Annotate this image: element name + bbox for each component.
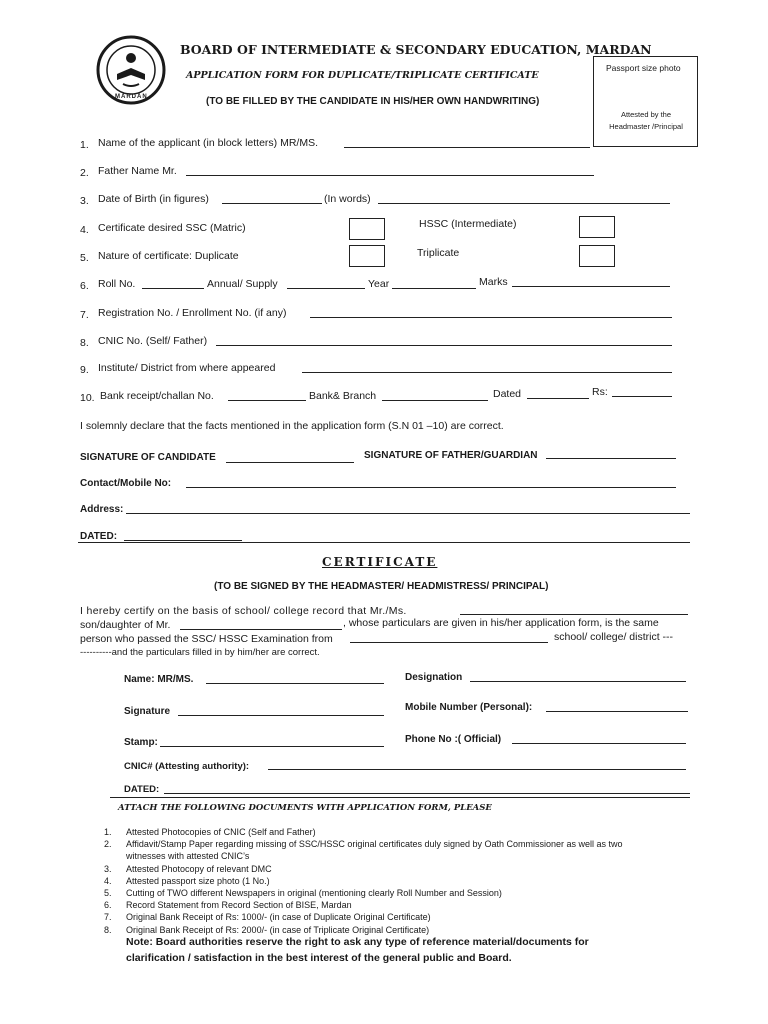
field-6-number: 6. [80, 280, 89, 292]
logo-caption: MARDAN [115, 94, 148, 100]
cert-student-name-input[interactable] [460, 614, 688, 615]
cert-designation-input[interactable] [470, 681, 686, 682]
roll-number-input[interactable] [142, 288, 204, 289]
cert-stamp-input[interactable] [160, 746, 384, 747]
document-item-text: Original Bank Receipt of Rs: 2000/- (in case of Triplicate Original Certificate) [126, 924, 430, 935]
cert-line3-suffix: school/ college/ district --- [554, 631, 674, 643]
cert-mobile-input[interactable] [546, 711, 688, 712]
document-item [104, 863, 694, 875]
photo-box-title: Passport size photo [606, 63, 681, 73]
field-3-number: 3. [80, 195, 89, 207]
field-dob-figures-label: Date of Birth (in figures) [98, 193, 209, 205]
section-divider [78, 542, 690, 543]
board-note-line2: clarification / satisfaction in the best interest of the general public and Board. [126, 952, 512, 964]
dob-figures-input[interactable] [222, 203, 322, 204]
field-rs-label: Rs: [592, 386, 608, 398]
document-item-text: witnesses with attested CNIC’s [126, 851, 250, 862]
field-annual-supply-label: Annual/ Supply [207, 278, 278, 290]
cert-parent-name-input[interactable] [180, 629, 342, 630]
document-item-number: 3. [104, 863, 112, 874]
triplicate-checkbox[interactable] [579, 245, 615, 267]
cert-line2-suffix: , whose particulars are given in his/her application form, is the same [343, 617, 659, 629]
document-item-number: 5. [104, 888, 112, 899]
cert-line1-text: I hereby certify on the basis of school/ college record that Mr./Ms. [80, 605, 407, 617]
cert-cnic-input[interactable] [268, 769, 686, 770]
field-8-number: 8. [80, 337, 89, 349]
document-item-text: Attested Photocopy of relevant DMC [126, 863, 272, 874]
bank-dated-input[interactable] [527, 398, 589, 399]
cert-line3-prefix: person who passed the SSC/ HSSC Examination from [80, 633, 333, 645]
institute-input[interactable] [302, 372, 672, 373]
attach-divider [110, 797, 690, 798]
duplicate-checkbox[interactable] [349, 245, 385, 267]
father-signature-label: SIGNATURE OF FATHER/GUARDIAN [364, 450, 538, 461]
cert-signature-label: Signature [124, 706, 171, 717]
document-item [104, 838, 694, 850]
document-item [104, 887, 694, 899]
field-hssc-label: HSSC (Intermediate) [419, 218, 517, 230]
field-7-number: 7. [80, 309, 89, 321]
field-registration-label: Registration No. / Enrollment No. (if any) [98, 307, 287, 319]
field-5-number: 5. [80, 252, 89, 264]
field-triplicate-label: Triplicate [417, 247, 460, 259]
cert-name-label: Name: MR/MS. [124, 674, 194, 685]
attach-document-list [104, 826, 694, 936]
field-1-number: 1. [80, 139, 89, 151]
document-item-number: 4. [104, 875, 112, 886]
document-item-text: Attested Photocopies of CNIC (Self and Father) [126, 827, 316, 837]
field-institute-label: Institute/ District from where appeared [98, 362, 276, 374]
annual-supply-input[interactable] [287, 288, 365, 289]
document-item [104, 924, 694, 936]
board-note-line1: Note: Board authorities reserve the right to ask any type of reference material/documents for [126, 936, 589, 948]
bank-branch-input[interactable] [382, 400, 488, 401]
cert-line4-text: ----------and the particulars filled in by him/her are correct. [80, 647, 320, 658]
board-name: BOARD OF INTERMEDIATE & SECONDARY EDUCATION, MARDAN [180, 42, 652, 57]
hssc-checkbox[interactable] [579, 216, 615, 238]
field-applicant-name-label: Name of the applicant (in block letters) MR/MS. [98, 137, 318, 149]
cert-dated-input[interactable] [164, 793, 690, 794]
board-logo [95, 34, 167, 106]
field-10-number: 10. [80, 392, 95, 404]
document-item-text: Cutting of TWO different Newspapers in original (mentioning clearly Roll Number and Session) [126, 888, 502, 899]
document-item-text: Record Statement from Record Section of BISE, Mardan [126, 900, 352, 911]
cert-phone-label: Phone No :( Official) [405, 734, 502, 745]
field-dated-label: Dated [493, 388, 522, 400]
cert-phone-input[interactable] [512, 743, 686, 744]
certificate-title: CERTIFICATE [322, 555, 438, 569]
document-item [104, 826, 694, 838]
field-9-number: 9. [80, 364, 89, 376]
field-2-number: 2. [80, 167, 89, 179]
field-bank-branch-label: Bank& Branch [309, 390, 377, 402]
cert-cnic-label: CNIC# (Attesting authority): [124, 761, 250, 772]
dob-words-input[interactable] [378, 203, 670, 204]
document-item [104, 911, 694, 923]
field-ssc-label: Certificate desired SSC (Matric) [98, 222, 246, 234]
document-item-text: Attested passport size photo (1 No.) [126, 875, 270, 886]
cert-stamp-label: Stamp: [124, 737, 158, 748]
cnic-input[interactable] [216, 345, 672, 346]
cert-institution-input[interactable] [350, 642, 548, 643]
candidate-signature-label: SIGNATURE OF CANDIDATE [80, 452, 216, 463]
cert-name-input[interactable] [206, 683, 384, 684]
photo-box-attested: Attested by the Headmaster /Principal [609, 110, 683, 131]
document-item-number: 2. [104, 839, 112, 850]
field-cnic-label: CNIC No. (Self/ Father) [98, 335, 208, 347]
document-item-number: 1. [104, 827, 112, 837]
contact-input[interactable] [186, 487, 676, 488]
form-instruction: (TO BE FILLED BY THE CANDIDATE IN HIS/HER OWN HANDWRITING) [206, 96, 540, 107]
applicant-name-input[interactable] [344, 147, 590, 148]
cert-signature-input[interactable] [178, 715, 384, 716]
cert-designation-label: Designation [405, 672, 463, 683]
cert-dated-label: DATED: [124, 784, 160, 795]
ssc-checkbox[interactable] [349, 218, 385, 240]
document-item-text: Original Bank Receipt of Rs: 1000/- (in case of Duplicate Original Certificate) [126, 912, 431, 923]
declaration-text: I solemnly declare that the facts mentioned in the application form (S.N 01 –10) are correct. [80, 420, 504, 432]
candidate-dated-input[interactable] [124, 540, 242, 541]
attach-title: ATTACH THE FOLLOWING DOCUMENTS WITH APPLICATION FORM, PLEASE [118, 803, 492, 813]
registration-input[interactable] [310, 317, 672, 318]
address-input[interactable] [126, 513, 690, 514]
document-item [104, 850, 694, 862]
bank-receipt-input[interactable] [228, 400, 306, 401]
field-dob-words-label: (In words) [324, 193, 371, 205]
document-item-number: 8. [104, 924, 112, 935]
marks-input[interactable] [512, 286, 670, 287]
candidate-signature-input[interactable] [226, 462, 354, 463]
field-father-name-label: Father Name Mr. [98, 165, 177, 177]
document-item-number: 6. [104, 900, 112, 911]
field-year-label: Year [368, 278, 390, 290]
father-name-input[interactable] [186, 175, 594, 176]
father-signature-input[interactable] [546, 458, 676, 459]
field-4-number: 4. [80, 224, 89, 236]
document-item [104, 875, 694, 887]
field-bank-receipt-label: Bank receipt/challan No. [100, 390, 214, 402]
contact-label: Contact/Mobile No: [80, 478, 172, 489]
certificate-subtitle: (TO BE SIGNED BY THE HEADMASTER/ HEADMISTRESS/ PRINCIPAL) [214, 581, 549, 592]
address-label: Address: [80, 504, 124, 515]
field-roll-label: Roll No. [98, 278, 136, 290]
rs-input[interactable] [612, 396, 672, 397]
passport-photo-box [593, 56, 698, 147]
field-duplicate-label: Nature of certificate: Duplicate [98, 250, 239, 262]
year-input[interactable] [392, 288, 476, 289]
candidate-dated-label: DATED: [80, 531, 118, 542]
field-marks-label: Marks [479, 276, 508, 288]
form-title: APPLICATION FORM FOR DUPLICATE/TRIPLICATE CERTIFICATE [186, 70, 539, 81]
cert-line2-prefix: son/daughter of Mr. [80, 619, 171, 631]
cert-mobile-label: Mobile Number (Personal): [405, 702, 533, 713]
document-item-text: Affidavit/Stamp Paper regarding missing of SSC/HSSC original certificates duly signed by Oath Commissioner as well as two [126, 839, 623, 850]
document-item [104, 899, 694, 911]
document-item-number: 7. [104, 912, 112, 923]
